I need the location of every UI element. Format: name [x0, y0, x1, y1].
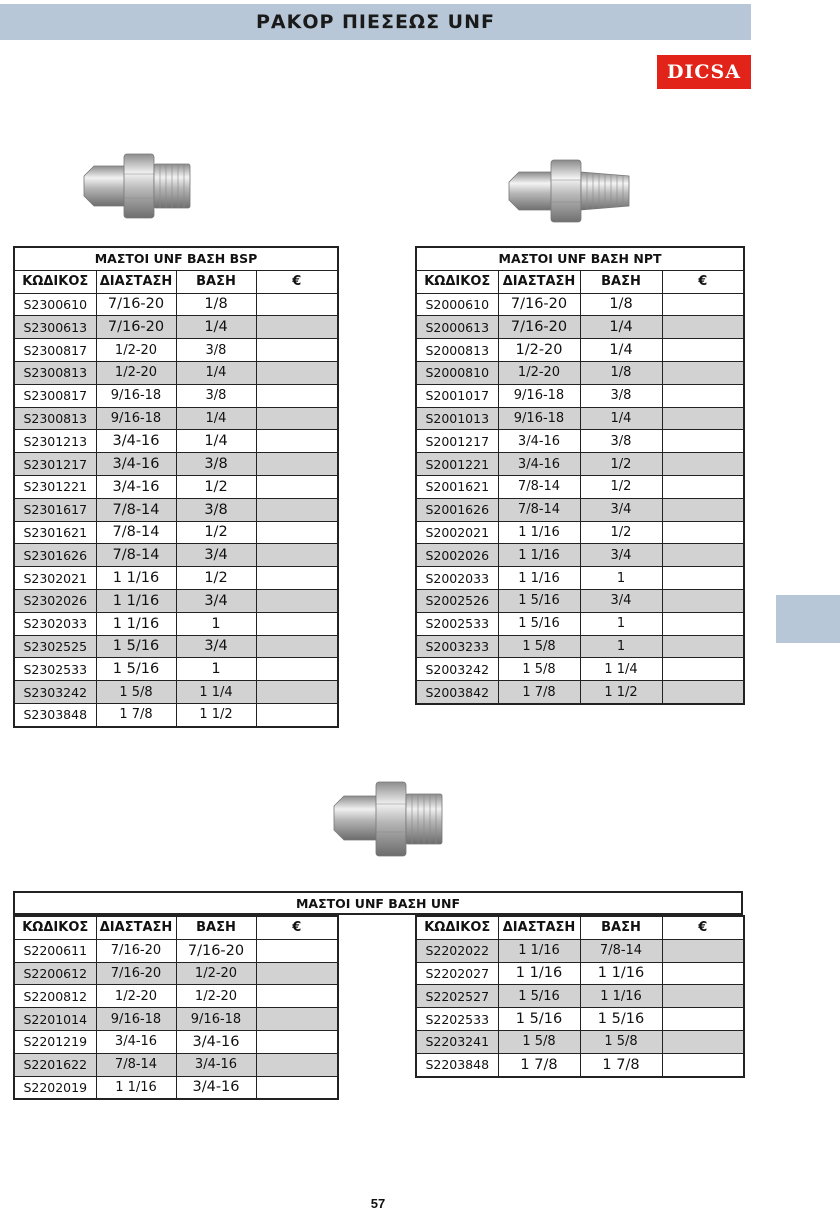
size-cell: 7/16-20 — [96, 962, 176, 985]
column-header-base: ΒΑΣΗ — [176, 270, 256, 293]
price-cell — [662, 962, 744, 985]
size-cell: 1 5/16 — [498, 589, 580, 612]
size-cell: 7/16-20 — [498, 316, 580, 339]
table-row — [14, 361, 338, 384]
price-cell — [662, 612, 744, 635]
product-code: S2001221 — [416, 453, 498, 476]
base-cell: 7/8-14 — [580, 939, 662, 962]
base-cell: 1 — [176, 612, 256, 635]
size-cell: 3/4-16 — [96, 1030, 176, 1053]
product-code: S2002533 — [416, 612, 498, 635]
column-header-base: ΒΑΣΗ — [176, 916, 256, 939]
price-cell — [256, 453, 338, 476]
base-cell: 1/8 — [176, 293, 256, 316]
size-cell: 1 5/8 — [498, 635, 580, 658]
size-cell: 1 5/16 — [498, 1008, 580, 1031]
table-row — [14, 612, 338, 635]
price-cell — [662, 567, 744, 590]
base-cell: 3/4 — [580, 589, 662, 612]
column-header-code: ΚΩΔΙΚΟΣ — [416, 916, 498, 939]
product-code: S2300610 — [14, 293, 96, 316]
table-row — [14, 962, 338, 985]
product-code: S2301217 — [14, 453, 96, 476]
price-cell — [256, 521, 338, 544]
table-row — [416, 384, 744, 407]
price-cell — [256, 293, 338, 316]
price-cell — [662, 361, 744, 384]
size-cell: 1 1/16 — [96, 567, 176, 590]
product-code: S2003242 — [416, 658, 498, 681]
size-cell: 1 1/16 — [498, 567, 580, 590]
base-cell: 3/4 — [580, 544, 662, 567]
base-cell: 3/8 — [176, 498, 256, 521]
size-cell: 1 7/8 — [498, 681, 580, 704]
section-tab — [776, 595, 840, 643]
price-cell — [256, 1076, 338, 1099]
table-row — [416, 475, 744, 498]
product-code: S2002026 — [416, 544, 498, 567]
price-cell — [662, 589, 744, 612]
product-code: S2000810 — [416, 361, 498, 384]
table-row — [416, 962, 744, 985]
size-cell: 9/16-18 — [96, 384, 176, 407]
column-header-code: ΚΩΔΙΚΟΣ — [14, 270, 96, 293]
column-header-size: ΔΙΑΣΤΑΣΗ — [96, 270, 176, 293]
price-cell — [256, 316, 338, 339]
size-cell: 7/8-14 — [96, 544, 176, 567]
product-code: S2203848 — [416, 1053, 498, 1076]
column-header-code: ΚΩΔΙΚΟΣ — [416, 270, 498, 293]
product-code: S2001013 — [416, 407, 498, 430]
product-code: S2001621 — [416, 475, 498, 498]
product-code: S2203241 — [416, 1030, 498, 1053]
size-cell: 3/4-16 — [498, 453, 580, 476]
size-cell: 7/8-14 — [498, 498, 580, 521]
base-cell: 1/4 — [580, 316, 662, 339]
table-row — [14, 384, 338, 407]
product-code: S2201622 — [14, 1053, 96, 1076]
size-cell: 1 1/16 — [498, 544, 580, 567]
product-code: S2300613 — [14, 316, 96, 339]
column-header-size: ΔΙΑΣΤΑΣΗ — [498, 916, 580, 939]
base-cell: 1 — [580, 612, 662, 635]
price-cell — [256, 475, 338, 498]
table-row — [14, 544, 338, 567]
size-cell: 1 1/16 — [498, 521, 580, 544]
product-code: S2302033 — [14, 612, 96, 635]
size-cell: 1 1/16 — [96, 589, 176, 612]
page-number: 57 — [370, 1196, 386, 1211]
table-row — [14, 316, 338, 339]
column-header-size: ΔΙΑΣΤΑΣΗ — [96, 916, 176, 939]
base-cell: 1 5/8 — [580, 1030, 662, 1053]
base-cell: 1 1/16 — [580, 962, 662, 985]
price-cell — [256, 703, 338, 726]
size-cell: 1 5/8 — [498, 1030, 580, 1053]
table-row — [14, 407, 338, 430]
table-caption-unf: ΜΑΣΤΟΙ UNF ΒΑΣΗ UNF — [13, 891, 743, 915]
price-cell — [256, 589, 338, 612]
base-cell: 3/4 — [176, 589, 256, 612]
table-row — [416, 681, 744, 704]
product-code: S2301621 — [14, 521, 96, 544]
price-cell — [662, 939, 744, 962]
size-cell: 7/16-20 — [498, 293, 580, 316]
size-cell: 1 5/8 — [498, 658, 580, 681]
product-code: S2200612 — [14, 962, 96, 985]
base-cell: 1 1/2 — [176, 703, 256, 726]
product-code: S2303848 — [14, 703, 96, 726]
table-bsp — [13, 246, 339, 728]
price-cell — [256, 498, 338, 521]
table-row — [14, 589, 338, 612]
table-row — [416, 658, 744, 681]
base-cell: 3/4-16 — [176, 1053, 256, 1076]
product-code: S2202527 — [416, 985, 498, 1008]
size-cell: 7/16-20 — [96, 939, 176, 962]
price-cell — [256, 962, 338, 985]
base-cell: 1/2 — [176, 521, 256, 544]
size-cell: 1/2-20 — [96, 339, 176, 362]
price-cell — [256, 1053, 338, 1076]
price-cell — [662, 521, 744, 544]
column-header-base: ΒΑΣΗ — [580, 916, 662, 939]
size-cell: 1/2-20 — [96, 985, 176, 1008]
table-row — [14, 567, 338, 590]
size-cell: 3/4-16 — [96, 430, 176, 453]
base-cell: 1/2 — [176, 567, 256, 590]
product-code: S2202027 — [416, 962, 498, 985]
price-cell — [662, 407, 744, 430]
base-cell: 1/4 — [176, 430, 256, 453]
table-row — [416, 612, 744, 635]
base-cell: 3/8 — [580, 384, 662, 407]
product-code: S2200812 — [14, 985, 96, 1008]
product-photo-bsp — [80, 150, 196, 222]
size-cell: 1 5/8 — [96, 681, 176, 704]
price-cell — [256, 407, 338, 430]
table-body — [14, 293, 338, 727]
product-code: S2000610 — [416, 293, 498, 316]
base-cell: 1/4 — [580, 339, 662, 362]
price-cell — [662, 1008, 744, 1031]
base-cell: 1/2-20 — [176, 962, 256, 985]
table-caption: ΜΑΣΤΟΙ UNF ΒΑΣΗ BSP — [14, 247, 338, 270]
product-code: S2201014 — [14, 1008, 96, 1031]
size-cell: 7/8-14 — [96, 1053, 176, 1076]
price-cell — [662, 339, 744, 362]
product-photo-npt — [505, 158, 633, 224]
base-cell: 3/4-16 — [176, 1030, 256, 1053]
product-code: S2302021 — [14, 567, 96, 590]
table-row — [416, 567, 744, 590]
table-row — [416, 1008, 744, 1031]
size-cell: 1 7/8 — [498, 1053, 580, 1076]
size-cell: 9/16-18 — [96, 407, 176, 430]
size-cell: 9/16-18 — [96, 1008, 176, 1031]
base-cell: 1 — [580, 635, 662, 658]
table-row — [416, 521, 744, 544]
price-cell — [256, 1030, 338, 1053]
price-cell — [662, 1030, 744, 1053]
table-row — [416, 1030, 744, 1053]
base-cell: 1 1/16 — [580, 985, 662, 1008]
base-cell: 3/8 — [176, 339, 256, 362]
price-cell — [256, 544, 338, 567]
size-cell: 7/8-14 — [96, 498, 176, 521]
product-code: S2002526 — [416, 589, 498, 612]
size-cell: 1 5/16 — [498, 985, 580, 1008]
product-code: S2302026 — [14, 589, 96, 612]
table-row — [416, 453, 744, 476]
table-row — [416, 316, 744, 339]
size-cell: 1 5/16 — [96, 658, 176, 681]
product-code: S2003233 — [416, 635, 498, 658]
size-cell: 3/4-16 — [96, 475, 176, 498]
brand-logo: DICSA — [657, 55, 751, 89]
table-row — [14, 985, 338, 1008]
base-cell: 1/4 — [176, 407, 256, 430]
product-code: S2000813 — [416, 339, 498, 362]
table-body — [416, 293, 744, 704]
price-cell — [256, 658, 338, 681]
table-body — [14, 939, 338, 1099]
table-row — [14, 430, 338, 453]
base-cell: 3/4 — [176, 635, 256, 658]
price-cell — [662, 430, 744, 453]
product-code: S2002021 — [416, 521, 498, 544]
size-cell: 7/8-14 — [96, 521, 176, 544]
base-cell: 1 7/8 — [580, 1053, 662, 1076]
product-code: S2300817 — [14, 339, 96, 362]
product-code: S2300817 — [14, 384, 96, 407]
base-cell: 3/4-16 — [176, 1076, 256, 1099]
table-row — [14, 635, 338, 658]
price-cell — [256, 567, 338, 590]
table-row — [416, 544, 744, 567]
base-cell: 1/2-20 — [176, 985, 256, 1008]
size-cell: 7/16-20 — [96, 293, 176, 316]
size-cell: 7/16-20 — [96, 316, 176, 339]
price-cell — [256, 1008, 338, 1031]
table-row — [14, 1030, 338, 1053]
table-row — [416, 407, 744, 430]
product-code: S2202019 — [14, 1076, 96, 1099]
price-cell — [662, 1053, 744, 1076]
product-code: S2301221 — [14, 475, 96, 498]
price-cell — [662, 316, 744, 339]
price-cell — [662, 681, 744, 704]
size-cell: 1 5/16 — [498, 612, 580, 635]
table-row — [14, 1076, 338, 1099]
price-cell — [662, 985, 744, 1008]
base-cell: 1 — [176, 658, 256, 681]
price-cell — [662, 453, 744, 476]
table-row — [14, 658, 338, 681]
base-cell: 3/4 — [176, 544, 256, 567]
table-row — [14, 339, 338, 362]
table-row — [14, 475, 338, 498]
price-cell — [256, 384, 338, 407]
table-row — [416, 1053, 744, 1076]
base-cell: 1 1/4 — [176, 681, 256, 704]
base-cell: 1/2 — [580, 453, 662, 476]
base-cell: 1/4 — [580, 407, 662, 430]
price-cell — [662, 658, 744, 681]
base-cell: 3/4 — [580, 498, 662, 521]
size-cell: 1 1/16 — [498, 962, 580, 985]
base-cell: 3/8 — [176, 453, 256, 476]
table-row — [14, 1008, 338, 1031]
column-header-price: € — [662, 270, 744, 293]
price-cell — [256, 612, 338, 635]
table-row — [416, 361, 744, 384]
page-title: ΡΑΚΟΡ ΠΙΕΣΕΩΣ UNF — [0, 4, 751, 40]
base-cell: 1 1/4 — [580, 658, 662, 681]
table-row — [416, 635, 744, 658]
table-row — [14, 521, 338, 544]
base-cell: 1 — [580, 567, 662, 590]
table-row — [14, 703, 338, 726]
size-cell: 1 5/16 — [96, 635, 176, 658]
product-code: S2003842 — [416, 681, 498, 704]
size-cell: 3/4-16 — [498, 430, 580, 453]
product-code: S2000613 — [416, 316, 498, 339]
base-cell: 1/8 — [580, 361, 662, 384]
table-row — [14, 1053, 338, 1076]
price-cell — [662, 293, 744, 316]
table-row — [14, 453, 338, 476]
size-cell: 1/2-20 — [498, 339, 580, 362]
base-cell: 1 5/16 — [580, 1008, 662, 1031]
column-header-price: € — [662, 916, 744, 939]
product-code: S2001217 — [416, 430, 498, 453]
column-header-price: € — [256, 270, 338, 293]
table-row — [14, 939, 338, 962]
product-code: S2301626 — [14, 544, 96, 567]
base-cell: 7/16-20 — [176, 939, 256, 962]
size-cell: 7/8-14 — [498, 475, 580, 498]
size-cell: 1 7/8 — [96, 703, 176, 726]
base-cell: 1/2 — [580, 521, 662, 544]
table-row — [14, 293, 338, 316]
price-cell — [256, 985, 338, 1008]
size-cell: 1 1/16 — [96, 612, 176, 635]
size-cell: 9/16-18 — [498, 407, 580, 430]
table-caption: ΜΑΣΤΟΙ UNF ΒΑΣΗ NPT — [416, 247, 744, 270]
price-cell — [662, 475, 744, 498]
product-code: S2202533 — [416, 1008, 498, 1031]
base-cell: 1/4 — [176, 361, 256, 384]
product-code: S2001626 — [416, 498, 498, 521]
price-cell — [662, 384, 744, 407]
product-code: S2002033 — [416, 567, 498, 590]
table-unf-left — [13, 915, 339, 1100]
price-cell — [256, 339, 338, 362]
product-code: S2303242 — [14, 681, 96, 704]
product-code: S2202022 — [416, 939, 498, 962]
product-code: S2301213 — [14, 430, 96, 453]
base-cell: 1/4 — [176, 316, 256, 339]
table-row — [416, 293, 744, 316]
table-row — [416, 985, 744, 1008]
base-cell: 1 1/2 — [580, 681, 662, 704]
price-cell — [662, 498, 744, 521]
table-row — [416, 589, 744, 612]
size-cell: 1 1/16 — [498, 939, 580, 962]
size-cell: 1/2-20 — [498, 361, 580, 384]
size-cell: 3/4-16 — [96, 453, 176, 476]
column-header-code: ΚΩΔΙΚΟΣ — [14, 916, 96, 939]
table-row — [416, 939, 744, 962]
product-code: S2001017 — [416, 384, 498, 407]
base-cell: 3/8 — [580, 430, 662, 453]
price-cell — [256, 635, 338, 658]
base-cell: 9/16-18 — [176, 1008, 256, 1031]
product-code: S2302533 — [14, 658, 96, 681]
table-row — [14, 498, 338, 521]
price-cell — [256, 430, 338, 453]
product-code: S2302525 — [14, 635, 96, 658]
size-cell: 1 1/16 — [96, 1076, 176, 1099]
price-cell — [662, 544, 744, 567]
column-header-size: ΔΙΑΣΤΑΣΗ — [498, 270, 580, 293]
product-code: S2201219 — [14, 1030, 96, 1053]
base-cell: 1/2 — [176, 475, 256, 498]
price-cell — [256, 681, 338, 704]
column-header-base: ΒΑΣΗ — [580, 270, 662, 293]
table-npt — [415, 246, 745, 705]
base-cell: 1/8 — [580, 293, 662, 316]
size-cell: 9/16-18 — [498, 384, 580, 407]
table-row — [416, 498, 744, 521]
product-code: S2301617 — [14, 498, 96, 521]
price-cell — [256, 361, 338, 384]
base-cell: 3/8 — [176, 384, 256, 407]
size-cell: 1/2-20 — [96, 361, 176, 384]
product-code: S2200611 — [14, 939, 96, 962]
table-row — [416, 430, 744, 453]
product-code: S2300813 — [14, 361, 96, 384]
table-row — [14, 681, 338, 704]
price-cell — [662, 635, 744, 658]
column-header-price: € — [256, 916, 338, 939]
table-body — [416, 939, 744, 1076]
base-cell: 1/2 — [580, 475, 662, 498]
product-code: S2300813 — [14, 407, 96, 430]
product-photo-unf — [330, 778, 448, 860]
table-row — [416, 339, 744, 362]
table-unf-right — [415, 915, 745, 1078]
price-cell — [256, 939, 338, 962]
